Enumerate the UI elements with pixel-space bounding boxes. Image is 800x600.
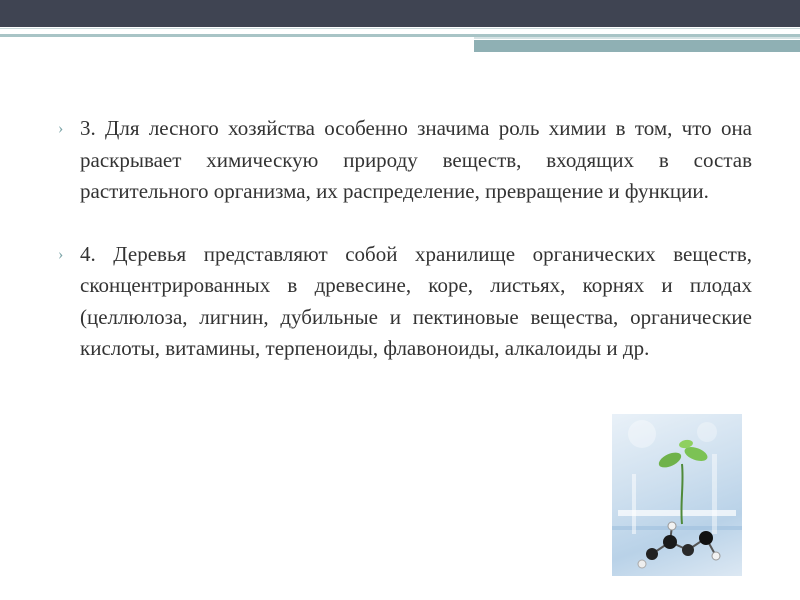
bullet-text: 3. Для лесного хозяйства особенно значима роль химии в том, что она раскрывает химическую природу веществ, входящих в состав растительного организма, их распределение, превращение и функции.: [80, 116, 752, 203]
slide-content: [58, 113, 752, 396]
slide-top-bar: [0, 0, 800, 27]
header-accent-block-thin: [474, 37, 800, 39]
plant-molecule-photo: [612, 414, 742, 576]
bullet-arrow-icon: ›: [58, 245, 64, 263]
bullet-text: 4. Деревья представляют собой хранилище органических веществ, сконцентрированных в древесине, коре, листьях, корнях и плодах (целлюлоза, лигнин, дубильные и пектиновые вещества, органические кислоты, витамины, терпеноиды, флавоноиды, алкалоиды и др.: [80, 241, 752, 360]
plant-molecule-icon: [612, 414, 742, 576]
header-accent-thin-line: [0, 28, 800, 29]
header-accent-block: [474, 40, 800, 52]
bullet-arrow-icon: ›: [58, 120, 64, 137]
bullet-item-3: [58, 113, 752, 208]
bullet-item-4: [58, 239, 752, 365]
